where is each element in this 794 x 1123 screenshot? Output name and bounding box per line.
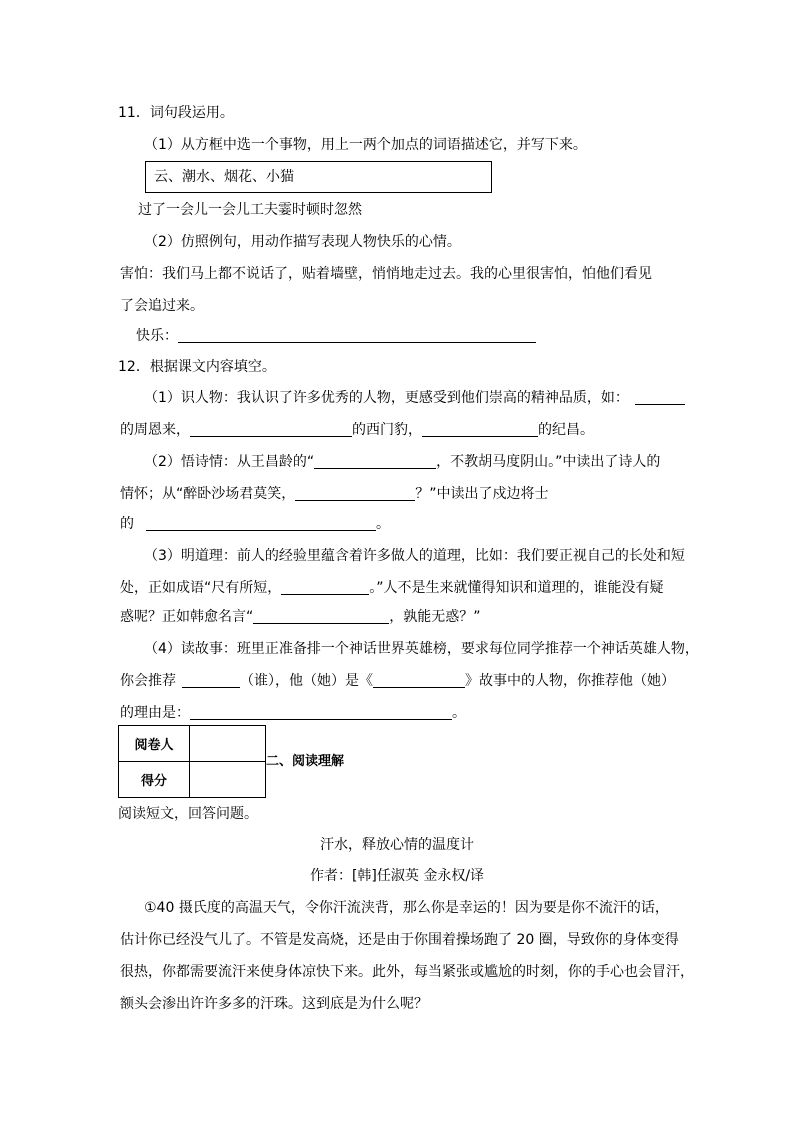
article-author: 作者：[韩]任淑英 金永权/译 xyxy=(309,868,485,884)
word-box xyxy=(145,161,492,193)
example-sentence-line-1: 害怕：我们马上都不说话了，贴着墙壁，悄悄地走过去。我的心里很害怕，怕他们看见 xyxy=(120,266,652,282)
q12-part-4-line-2 xyxy=(120,671,675,691)
reading-instruction: 阅读短文，回答问题。 xyxy=(118,806,258,822)
q12-part-2-line-1 xyxy=(144,452,660,472)
question-12-title: 12．根据课文内容填空。 xyxy=(118,359,276,375)
blank-person-1[interactable] xyxy=(635,389,685,405)
q12-part-2-text-f: 。 xyxy=(376,516,390,532)
example-sentence-line-2: 了会追过来。 xyxy=(120,298,204,314)
q12-part-4-text-a: 你会推荐 xyxy=(120,673,176,689)
q12-part-4-text-b: （谁），他（她）是《 xyxy=(240,673,373,689)
section-heading: 二、阅读理解 xyxy=(266,754,345,769)
blank-reason[interactable] xyxy=(190,704,452,720)
blank-han-yu-quote[interactable] xyxy=(253,608,389,624)
article-paragraph-line-1: ①40 摄氏度的高温天气，令你汗流浃背，那么你是幸运的！因为要是你不流汗的话， xyxy=(144,900,669,916)
q12-part-2-text-b: ，不教胡马度阴山。”中读出了诗人的 xyxy=(436,454,661,470)
q12-part-4-line-3 xyxy=(120,703,466,723)
blank-soldiers[interactable] xyxy=(146,515,376,531)
ji-chang-label: 的纪昌。 xyxy=(538,422,594,438)
q12-part-1-line-2 xyxy=(120,420,594,440)
q12-part-2-text-a: （2）悟诗情：从王昌龄的“ xyxy=(144,454,315,470)
q12-part-3-line-2 xyxy=(120,578,664,598)
q12-part-3-text-d: ，孰能无惑？” xyxy=(389,609,481,625)
happy-answer-blank[interactable] xyxy=(178,327,536,343)
q12-part-4-text-e: 。 xyxy=(452,705,466,721)
reviewer-label: 阅卷人 xyxy=(119,726,190,762)
zhou-enlai-label: 的周恩来， xyxy=(120,422,190,438)
blank-hero-name[interactable] xyxy=(182,672,240,688)
blank-idiom[interactable] xyxy=(281,579,369,595)
article-paragraph-line-2: 估计你已经没气儿了。不管是发高烧，还是由于你围着操场跑了 20 圈，导致你的身体变得 xyxy=(120,932,679,948)
reviewer-cell[interactable] xyxy=(190,726,266,762)
blank-poem-line-1[interactable] xyxy=(314,453,436,469)
blank-story-title[interactable] xyxy=(373,672,465,688)
blank-person-3[interactable] xyxy=(422,421,538,437)
q12-part-2-line-3 xyxy=(120,514,390,534)
q12-part-2-line-2 xyxy=(120,484,549,504)
q12-part-2-text-c: 情怀；从“醉卧沙场君莫笑， xyxy=(120,486,296,502)
q12-part-2-text-d: ？”中读出了戍边将士 xyxy=(415,486,549,502)
q12-part-1-text: （1）识人物：我认识了许多优秀的人物，更感受到他们崇高的精神品质，如： xyxy=(144,390,629,406)
blank-poem-line-2[interactable] xyxy=(295,485,415,501)
q12-part-1-line-1 xyxy=(144,388,685,408)
q12-part-3-line-3 xyxy=(120,607,481,627)
ximen-bao-label: 的西门豹， xyxy=(352,422,422,438)
happy-label: 快乐： xyxy=(136,328,178,344)
score-label: 得分 xyxy=(119,762,190,798)
question-11-part-1: （1）从方框中选一个事物，用上一两个加点的词语描述它，并写下来。 xyxy=(144,137,587,153)
question-11-part-2: （2）仿照例句，用动作描写表现人物快乐的心情。 xyxy=(144,234,461,250)
article-paragraph-line-4: 额头会渗出许许多多的汗珠。这到底是为什么呢？ xyxy=(120,996,428,1012)
question-11-title: 11．词句段运用。 xyxy=(118,105,234,121)
grader-table xyxy=(118,725,266,798)
happy-answer-line xyxy=(136,326,536,346)
q12-part-3-text-b: 。”人不是生来就懂得知识和道理的，谁能没有疑 xyxy=(369,580,664,596)
q12-part-2-text-e: 的 xyxy=(120,516,134,532)
blank-person-2[interactable] xyxy=(190,421,352,437)
article-title: 汗水，释放心情的温度计 xyxy=(320,837,474,853)
q12-part-4-line-1: （4）读故事：班里正准备排一个神话世界英雄榜，要求每位同学推荐一个神话英雄人物， xyxy=(144,641,699,657)
score-cell[interactable] xyxy=(190,762,266,798)
q12-part-4-text-c: 》故事中的人物，你推荐他（她） xyxy=(465,673,675,689)
dotted-words: 过了一会儿一会儿工夫霎时顿时忽然 xyxy=(138,202,362,218)
word-box-items: 云、潮水、烟花、小猫 xyxy=(154,169,294,185)
article-paragraph-line-3: 很热，你都需要流汗来使身体凉快下来。此外，每当紧张或尴尬的时刻，你的手心也会冒汗， xyxy=(120,964,694,980)
q12-part-3-text-c: 惑呢？正如韩愈名言“ xyxy=(120,609,254,625)
q12-part-4-text-d: 的理由是： xyxy=(120,705,190,721)
q12-part-3-text-a: 处，正如成语“尺有所短， xyxy=(120,580,282,596)
q12-part-3-line-1: （3）明道理：前人的经验里蕴含着许多做人的道理，比如：我们要正视自己的长处和短 xyxy=(144,548,685,564)
